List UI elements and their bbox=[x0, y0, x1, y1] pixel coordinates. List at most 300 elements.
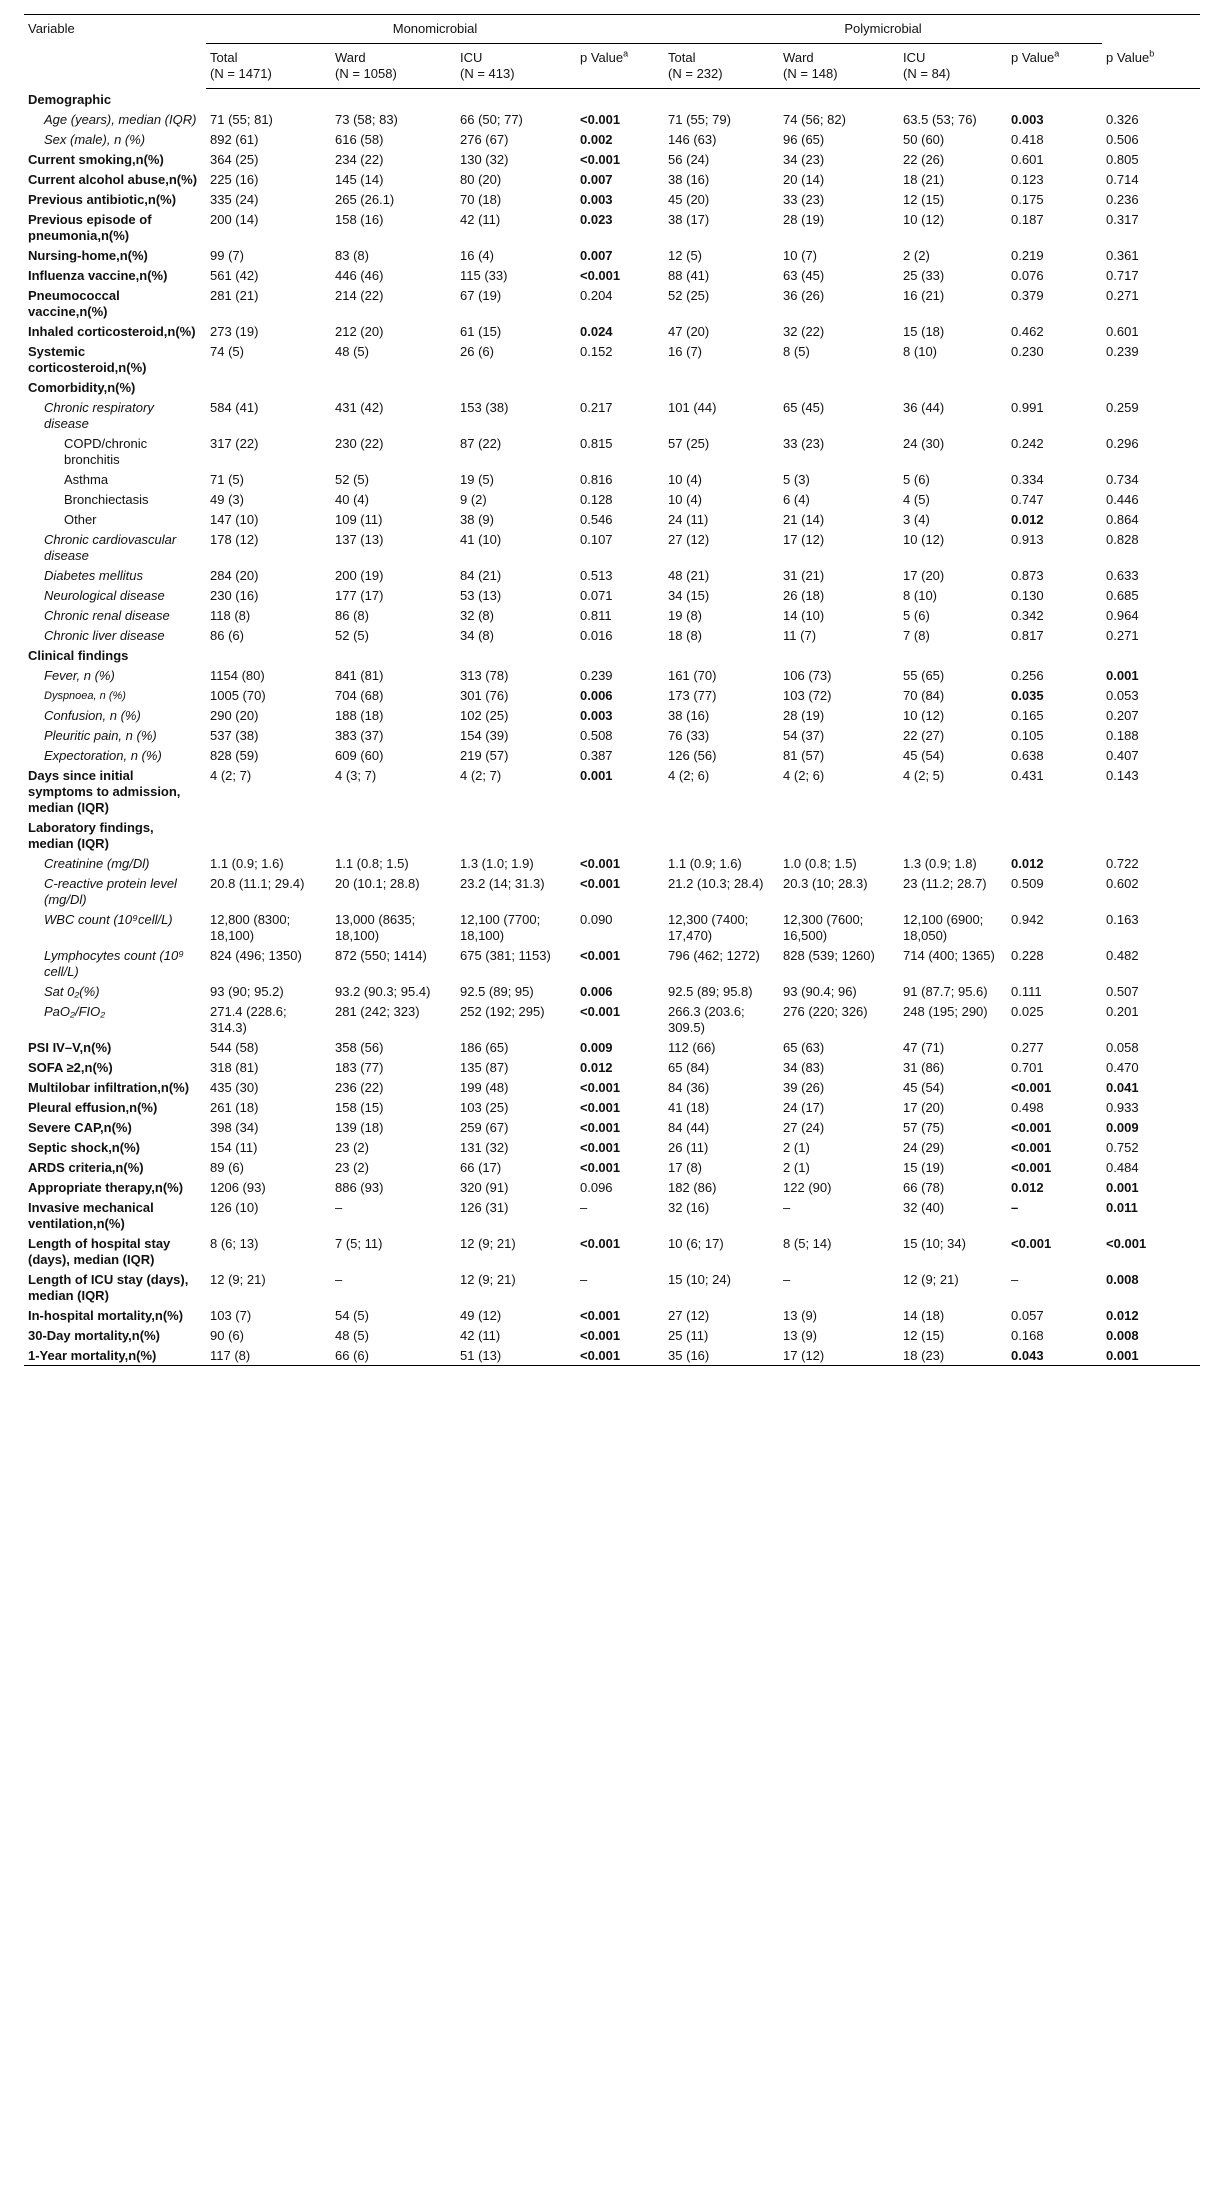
table-cell: 21.2 (10.3; 28.4) bbox=[668, 875, 764, 891]
table-cell: 103 (7) bbox=[210, 1307, 252, 1323]
table-cell: 52 (5) bbox=[335, 627, 369, 643]
table-cell bbox=[206, 645, 331, 665]
table-cell: 32 (22) bbox=[783, 323, 825, 339]
table-cell: 13 (9) bbox=[783, 1327, 818, 1343]
table-cell: 26 (18) bbox=[783, 587, 825, 603]
table-cell: <0.001 bbox=[580, 947, 621, 963]
column-header bbox=[331, 44, 456, 89]
table-cell: 4 (5) bbox=[903, 491, 930, 507]
row-label: Length of ICU stay (days), median (IQR) bbox=[28, 1271, 189, 1303]
table-cell: 0.016 bbox=[580, 627, 613, 643]
table-cell: 0.342 bbox=[1011, 607, 1044, 623]
table-cell: 84 (36) bbox=[668, 1079, 710, 1095]
column-header bbox=[664, 44, 779, 89]
table-cell: 20.8 (11.1; 29.4) bbox=[210, 875, 305, 891]
table-row bbox=[24, 129, 1200, 149]
table-cell bbox=[664, 377, 779, 397]
table-cell: <0.001 bbox=[580, 267, 621, 283]
table-cell: 12,800 (8300; 18,100) bbox=[210, 911, 291, 943]
table-row bbox=[24, 321, 1200, 341]
column-header-label: p Value bbox=[580, 50, 624, 65]
table-cell bbox=[576, 377, 664, 397]
column-header bbox=[779, 44, 899, 89]
table-cell: 0.007 bbox=[580, 171, 613, 187]
table-cell: 33 (23) bbox=[783, 435, 825, 451]
table-cell: 27 (12) bbox=[668, 531, 710, 547]
table-cell: 0.296 bbox=[1106, 435, 1139, 451]
table-cell bbox=[899, 89, 1007, 109]
table-cell: 71 (55; 79) bbox=[668, 111, 731, 127]
table-cell: 335 (24) bbox=[210, 191, 259, 207]
table-cell: 47 (20) bbox=[668, 323, 710, 339]
table-cell: 609 (60) bbox=[335, 747, 384, 763]
table-cell: 0.513 bbox=[580, 567, 613, 583]
table-cell: 84 (44) bbox=[668, 1119, 710, 1135]
table-cell bbox=[331, 817, 456, 853]
table-cell: 0.431 bbox=[1011, 767, 1044, 783]
table-cell: 130 (32) bbox=[460, 151, 509, 167]
table-cell: 824 (496; 1350) bbox=[210, 947, 302, 963]
row-label: In-hospital mortality,n(%) bbox=[28, 1307, 184, 1323]
table-cell: 20.3 (10; 28.3) bbox=[783, 875, 868, 891]
table-cell: 248 (195; 290) bbox=[903, 1003, 988, 1019]
table-cell: 364 (25) bbox=[210, 151, 259, 167]
table-cell: 284 (20) bbox=[210, 567, 259, 583]
table-cell: 42 (11) bbox=[460, 1327, 501, 1343]
column-header-count: (N = 1058) bbox=[335, 66, 397, 81]
table-cell: 92.5 (89; 95.8) bbox=[668, 983, 753, 999]
table-cell: 92.5 (89; 95) bbox=[460, 983, 534, 999]
blank-header bbox=[1102, 15, 1200, 44]
table-cell: 261 (18) bbox=[210, 1099, 259, 1115]
table-cell: 0.012 bbox=[580, 1059, 613, 1075]
table-row bbox=[24, 1269, 1200, 1305]
table-cell: 115 (33) bbox=[460, 267, 508, 283]
table-cell: <0.001 bbox=[580, 875, 621, 891]
table-cell: 26 (11) bbox=[668, 1139, 709, 1155]
table-cell: 24 (11) bbox=[668, 511, 709, 527]
table-cell: 12 (5) bbox=[668, 247, 703, 263]
table-cell: 117 (8) bbox=[206, 1345, 331, 1366]
table-row bbox=[24, 625, 1200, 645]
row-label: Days since initial symptoms to admission, median (IQR) bbox=[28, 767, 181, 815]
table-cell: 9 (2) bbox=[460, 491, 487, 507]
table-cell: 0.361 bbox=[1106, 247, 1139, 263]
column-header-count: (N = 1471) bbox=[210, 66, 272, 81]
table-cell: 872 (550; 1414) bbox=[335, 947, 427, 963]
table-cell: 714 (400; 1365) bbox=[903, 947, 995, 963]
table-cell: 0.230 bbox=[1011, 343, 1044, 359]
table-cell: 219 (57) bbox=[460, 747, 509, 763]
table-cell: 1.0 (0.8; 1.5) bbox=[783, 855, 857, 871]
table-cell: 103 (72) bbox=[783, 687, 832, 703]
table-cell: 276 (220; 326) bbox=[783, 1003, 868, 1019]
row-label: Nursing-home,n(%) bbox=[28, 247, 148, 263]
table-cell: 0.815 bbox=[580, 435, 613, 451]
table-cell: 4 (2; 7) bbox=[460, 767, 502, 783]
column-header bbox=[206, 44, 331, 89]
table-cell: 89 (6) bbox=[210, 1159, 244, 1175]
table-cell: 318 (81) bbox=[210, 1059, 259, 1075]
table-cell bbox=[456, 89, 576, 109]
table-cell: <0.001 bbox=[580, 1307, 621, 1323]
table-cell: 135 (87) bbox=[460, 1059, 509, 1075]
table-cell: 40 (4) bbox=[335, 491, 369, 507]
table-cell bbox=[206, 817, 331, 853]
table-cell: <0.001 bbox=[580, 1139, 621, 1155]
table-cell: 10 (4) bbox=[668, 471, 703, 487]
table-cell: 67 (19) bbox=[460, 287, 502, 303]
table-row bbox=[24, 853, 1200, 873]
table-row bbox=[24, 1305, 1200, 1325]
table-cell: 49 (3) bbox=[210, 491, 244, 507]
table-cell: 15 (18) bbox=[903, 323, 945, 339]
table-row bbox=[24, 169, 1200, 189]
row-label: Septic shock,n(%) bbox=[28, 1139, 140, 1155]
row-label: Confusion, n (%) bbox=[44, 707, 141, 723]
table-cell: 0.546 bbox=[580, 511, 613, 527]
column-header-label: Total bbox=[210, 50, 238, 65]
table-cell: 0.811 bbox=[580, 607, 612, 623]
table-cell: 19 (8) bbox=[668, 607, 703, 623]
table-cell: 83 (8) bbox=[335, 247, 369, 263]
table-cell: 49 (12) bbox=[460, 1307, 502, 1323]
table-cell bbox=[206, 377, 331, 397]
table-cell: 8 (10) bbox=[903, 343, 938, 359]
table-cell: 86 (8) bbox=[335, 607, 369, 623]
table-cell: 147 (10) bbox=[210, 511, 259, 527]
monomicrobial-group-header: Monomicrobial bbox=[206, 15, 664, 44]
table-cell: 230 (16) bbox=[210, 587, 259, 603]
table-cell: 17 (20) bbox=[903, 567, 945, 583]
table-cell: 0.942 bbox=[1011, 911, 1044, 927]
table-cell: 0.025 bbox=[1011, 1003, 1044, 1019]
table-row bbox=[24, 945, 1200, 981]
table-cell: 17 (12) bbox=[783, 531, 825, 547]
table-cell: 0.011 bbox=[1106, 1199, 1138, 1215]
table-cell: 10 (12) bbox=[903, 531, 945, 547]
table-cell: 200 (19) bbox=[335, 567, 384, 583]
table-cell: 42 (11) bbox=[460, 211, 501, 227]
row-label: Current alcohol abuse,n(%) bbox=[28, 171, 198, 187]
table-cell: 36 (44) bbox=[903, 399, 945, 415]
table-cell: 0.002 bbox=[580, 131, 613, 147]
table-cell: 252 (192; 295) bbox=[460, 1003, 545, 1019]
column-header-count: (N = 413) bbox=[460, 66, 515, 81]
table-cell: 200 (14) bbox=[210, 211, 259, 227]
table-cell: 38 (17) bbox=[668, 211, 710, 227]
table-cell bbox=[664, 817, 779, 853]
table-cell: 1.1 (0.9; 1.6) bbox=[210, 855, 284, 871]
table-cell: 0.058 bbox=[1106, 1039, 1139, 1055]
table-row bbox=[24, 265, 1200, 285]
table-cell: 0.001 bbox=[1106, 1179, 1139, 1195]
table-cell: 0.277 bbox=[1011, 1039, 1044, 1055]
variable-header: Variable bbox=[24, 15, 206, 89]
table-cell: 273 (19) bbox=[210, 323, 259, 339]
table-cell: 3 (4) bbox=[903, 511, 930, 527]
table-cell: 0.143 bbox=[1106, 767, 1139, 783]
table-cell: 126 (31) bbox=[460, 1199, 509, 1215]
table-cell bbox=[456, 645, 576, 665]
table-cell: 183 (77) bbox=[335, 1059, 384, 1075]
table-cell: 0.964 bbox=[1106, 607, 1139, 623]
table-row bbox=[24, 565, 1200, 585]
table-cell: 23 (2) bbox=[335, 1139, 369, 1155]
table-cell bbox=[1007, 817, 1102, 853]
table-cell: 17 (20) bbox=[903, 1099, 945, 1115]
table-cell: 0.128 bbox=[580, 491, 613, 507]
table-cell: 61 (15) bbox=[460, 323, 502, 339]
table-cell: 0.717 bbox=[1106, 267, 1139, 283]
row-label: Laboratory findings, median (IQR) bbox=[28, 819, 154, 851]
table-cell: 0.175 bbox=[1011, 191, 1044, 207]
table-cell: 126 (56) bbox=[668, 747, 717, 763]
table-cell: 4 (3; 7) bbox=[335, 767, 377, 783]
table-cell: 301 (76) bbox=[460, 687, 509, 703]
table-cell: 57 (75) bbox=[903, 1119, 945, 1135]
table-cell: 0.256 bbox=[1011, 667, 1044, 683]
table-cell bbox=[456, 377, 576, 397]
column-header-footnote: b bbox=[1149, 48, 1155, 59]
table-cell: 1206 (93) bbox=[210, 1179, 266, 1195]
table-cell: 66 (50; 77) bbox=[460, 111, 523, 127]
table-cell: 103 (25) bbox=[460, 1099, 509, 1115]
table-cell bbox=[576, 89, 664, 109]
table-cell: 290 (20) bbox=[210, 707, 259, 723]
table-cell: 12,100 (6900; 18,050) bbox=[903, 911, 984, 943]
table-cell: 39 (26) bbox=[783, 1079, 825, 1095]
table-row bbox=[24, 245, 1200, 265]
table-cell bbox=[899, 817, 1007, 853]
table-cell: 34 (23) bbox=[783, 151, 825, 167]
table-cell bbox=[331, 89, 456, 109]
table-cell: 158 (16) bbox=[335, 211, 384, 227]
table-cell: 0.334 bbox=[1011, 471, 1044, 487]
table-cell: 65 (84) bbox=[668, 1059, 710, 1075]
table-cell: 0.470 bbox=[1106, 1059, 1139, 1075]
row-label: Invasive mechanical ventilation,n(%) bbox=[28, 1199, 154, 1231]
table-cell: 7 (8) bbox=[903, 627, 930, 643]
table-cell: 0.484 bbox=[1106, 1159, 1139, 1175]
table-cell: 0.006 bbox=[580, 983, 613, 999]
table-cell: 796 (462; 1272) bbox=[668, 947, 760, 963]
table-row bbox=[24, 1057, 1200, 1077]
row-label: 30-Day mortality,n(%) bbox=[28, 1327, 160, 1343]
row-label: Pleural effusion,n(%) bbox=[28, 1099, 158, 1115]
table-cell: 36 (26) bbox=[783, 287, 825, 303]
row-label: Asthma bbox=[64, 471, 109, 487]
table-cell: 10 (12) bbox=[903, 211, 945, 227]
table-cell: 0.107 bbox=[580, 531, 613, 547]
table-cell: 20 (10.1; 28.8) bbox=[335, 875, 420, 891]
table-row bbox=[24, 817, 1200, 853]
table-cell: 0.023 bbox=[580, 211, 613, 227]
table-cell: 0.379 bbox=[1011, 287, 1044, 303]
table-cell: 12 (15) bbox=[903, 191, 945, 207]
row-label: Inhaled corticosteroid,n(%) bbox=[28, 323, 196, 339]
table-row bbox=[24, 1037, 1200, 1057]
table-cell: 4 (2; 5) bbox=[903, 767, 945, 783]
table-cell: 91 (87.7; 95.6) bbox=[903, 983, 988, 999]
table-cell: 0.188 bbox=[1106, 727, 1139, 743]
table-cell: 446 (46) bbox=[335, 267, 384, 283]
table-cell: 13,000 (8635; 18,100) bbox=[335, 911, 416, 943]
table-cell: 0.864 bbox=[1106, 511, 1139, 527]
table-cell: 4 (2; 6) bbox=[783, 767, 825, 783]
table-row bbox=[24, 89, 1200, 109]
table-cell: 265 (26.1) bbox=[335, 191, 395, 207]
table-cell: 0.012 bbox=[1106, 1307, 1139, 1323]
table-row bbox=[24, 765, 1200, 817]
row-label: Chronic respiratory disease bbox=[44, 399, 154, 431]
table-cell: 17 (8) bbox=[668, 1159, 703, 1175]
table-cell: 178 (12) bbox=[210, 531, 259, 547]
row-label: Previous antibiotic,n(%) bbox=[28, 191, 177, 207]
column-header-label: ICU bbox=[460, 50, 483, 65]
table-cell: 0.096 bbox=[580, 1179, 613, 1195]
table-cell: 154 (11) bbox=[210, 1139, 258, 1155]
table-cell: 0.407 bbox=[1106, 747, 1139, 763]
table-cell: <0.001 bbox=[580, 1159, 621, 1175]
table-cell: 32 (16) bbox=[668, 1199, 710, 1215]
table-cell: 35 (16) bbox=[664, 1345, 779, 1366]
table-cell: 47 (71) bbox=[903, 1039, 945, 1055]
table-row bbox=[24, 1001, 1200, 1037]
table-cell: 0.009 bbox=[1106, 1119, 1139, 1135]
table-cell: 0.913 bbox=[1011, 531, 1044, 547]
table-cell: 0.207 bbox=[1106, 707, 1139, 723]
table-cell: 63.5 (53; 76) bbox=[903, 111, 977, 127]
table-cell: <0.001 bbox=[580, 1327, 621, 1343]
table-cell: 57 (25) bbox=[668, 435, 710, 451]
table-cell: 21 (14) bbox=[783, 511, 825, 527]
table-cell bbox=[1102, 817, 1200, 853]
table-row bbox=[24, 377, 1200, 397]
table-cell: – bbox=[783, 1199, 791, 1215]
row-label: COPD/chronic bronchitis bbox=[64, 435, 148, 467]
table-cell: 106 (73) bbox=[783, 667, 832, 683]
table-cell: 27 (24) bbox=[783, 1119, 825, 1135]
table-cell: 199 (48) bbox=[460, 1079, 509, 1095]
table-cell: 23 (2) bbox=[335, 1159, 369, 1175]
table-cell: <0.001 bbox=[580, 1235, 621, 1251]
row-label: Appropriate therapy,n(%) bbox=[28, 1179, 184, 1195]
table-cell: 0.817 bbox=[1011, 627, 1044, 643]
table-row bbox=[24, 1177, 1200, 1197]
table-cell: 0.057 bbox=[1011, 1307, 1044, 1323]
row-label: C-reactive protein level (mg/Dl) bbox=[44, 875, 177, 907]
table-cell: 0.163 bbox=[1106, 911, 1139, 927]
table-cell: 52 (5) bbox=[335, 471, 369, 487]
table-cell: <0.001 bbox=[580, 151, 621, 167]
table-cell: 1154 (80) bbox=[210, 667, 265, 683]
table-cell bbox=[779, 377, 899, 397]
table-row bbox=[24, 725, 1200, 745]
table-cell: 7 (5; 11) bbox=[335, 1235, 383, 1251]
table-cell: 15 (19) bbox=[903, 1159, 945, 1175]
table-cell: 0.239 bbox=[1106, 343, 1139, 359]
table-row bbox=[24, 1097, 1200, 1117]
table-cell: 18 (21) bbox=[903, 171, 945, 187]
table-cell: 22 (27) bbox=[903, 727, 945, 743]
column-header-footnote: a bbox=[1054, 48, 1060, 59]
table-cell: 0.123 bbox=[1011, 171, 1044, 187]
table-cell: 131 (32) bbox=[460, 1139, 509, 1155]
row-label: Fever, n (%) bbox=[44, 667, 115, 683]
table-cell: 12,300 (7600; 16,500) bbox=[783, 911, 864, 943]
table-cell: 0.201 bbox=[1106, 1003, 1139, 1019]
table-row bbox=[24, 585, 1200, 605]
table-cell: 431 (42) bbox=[335, 399, 384, 415]
table-cell bbox=[779, 89, 899, 109]
table-cell: 122 (90) bbox=[783, 1179, 832, 1195]
table-cell bbox=[331, 377, 456, 397]
table-cell: 584 (41) bbox=[210, 399, 259, 415]
table-cell: 10 (7) bbox=[783, 247, 818, 263]
table-cell: 0.236 bbox=[1106, 191, 1139, 207]
row-label: Creatinine (mg/Dl) bbox=[44, 855, 150, 871]
table-cell: 63 (45) bbox=[783, 267, 825, 283]
table-cell: 383 (37) bbox=[335, 727, 384, 743]
table-cell: 45 (54) bbox=[903, 1079, 945, 1095]
table-cell: 66 (17) bbox=[460, 1159, 502, 1175]
table-cell: 0.006 bbox=[580, 687, 613, 703]
table-cell: 0.239 bbox=[580, 667, 613, 683]
table-cell: 146 (63) bbox=[668, 131, 717, 147]
table-cell: 1005 (70) bbox=[210, 687, 266, 703]
table-cell: 81 (57) bbox=[783, 747, 825, 763]
table-cell: 12 (9; 21) bbox=[903, 1271, 959, 1287]
table-cell: 70 (84) bbox=[903, 687, 945, 703]
table-cell: 0.001 bbox=[1106, 667, 1139, 683]
table-cell bbox=[1007, 89, 1102, 109]
table-cell: 358 (56) bbox=[335, 1039, 384, 1055]
table-cell: 99 (7) bbox=[210, 247, 244, 263]
table-cell: 34 (83) bbox=[783, 1059, 825, 1075]
table-cell: 8 (10) bbox=[903, 587, 938, 603]
table-cell: 0.317 bbox=[1106, 211, 1139, 227]
table-cell bbox=[779, 817, 899, 853]
table-cell: 236 (22) bbox=[335, 1079, 384, 1095]
table-cell: 90 (6) bbox=[210, 1327, 244, 1343]
table-cell: 0.071 bbox=[580, 587, 613, 603]
table-cell bbox=[1102, 645, 1200, 665]
table-cell: 0.043 bbox=[1007, 1345, 1102, 1366]
table-cell: 86 (6) bbox=[210, 627, 244, 643]
table-cell: 0.482 bbox=[1106, 947, 1139, 963]
table-cell: 259 (67) bbox=[460, 1119, 509, 1135]
table-cell: 55 (65) bbox=[903, 667, 945, 683]
table-cell: 118 (8) bbox=[210, 607, 251, 623]
table-cell: 93 (90; 95.2) bbox=[210, 983, 284, 999]
table-row bbox=[24, 189, 1200, 209]
table-cell: 93.2 (90.3; 95.4) bbox=[335, 983, 431, 999]
table-row bbox=[24, 1077, 1200, 1097]
table-cell: 0.228 bbox=[1011, 947, 1044, 963]
table-cell: 15 (10; 34) bbox=[903, 1235, 966, 1251]
table-cell: 76 (33) bbox=[668, 727, 710, 743]
table-cell: 0.638 bbox=[1011, 747, 1044, 763]
table-cell: 154 (39) bbox=[460, 727, 509, 743]
table-cell: 1.1 (0.9; 1.6) bbox=[668, 855, 742, 871]
table-cell: 53 (13) bbox=[460, 587, 502, 603]
table-cell: – bbox=[1011, 1271, 1019, 1287]
table-cell: 51 (13) bbox=[456, 1345, 576, 1366]
column-header-count: (N = 84) bbox=[903, 66, 951, 81]
table-cell: 73 (58; 83) bbox=[335, 111, 398, 127]
table-row bbox=[24, 109, 1200, 129]
